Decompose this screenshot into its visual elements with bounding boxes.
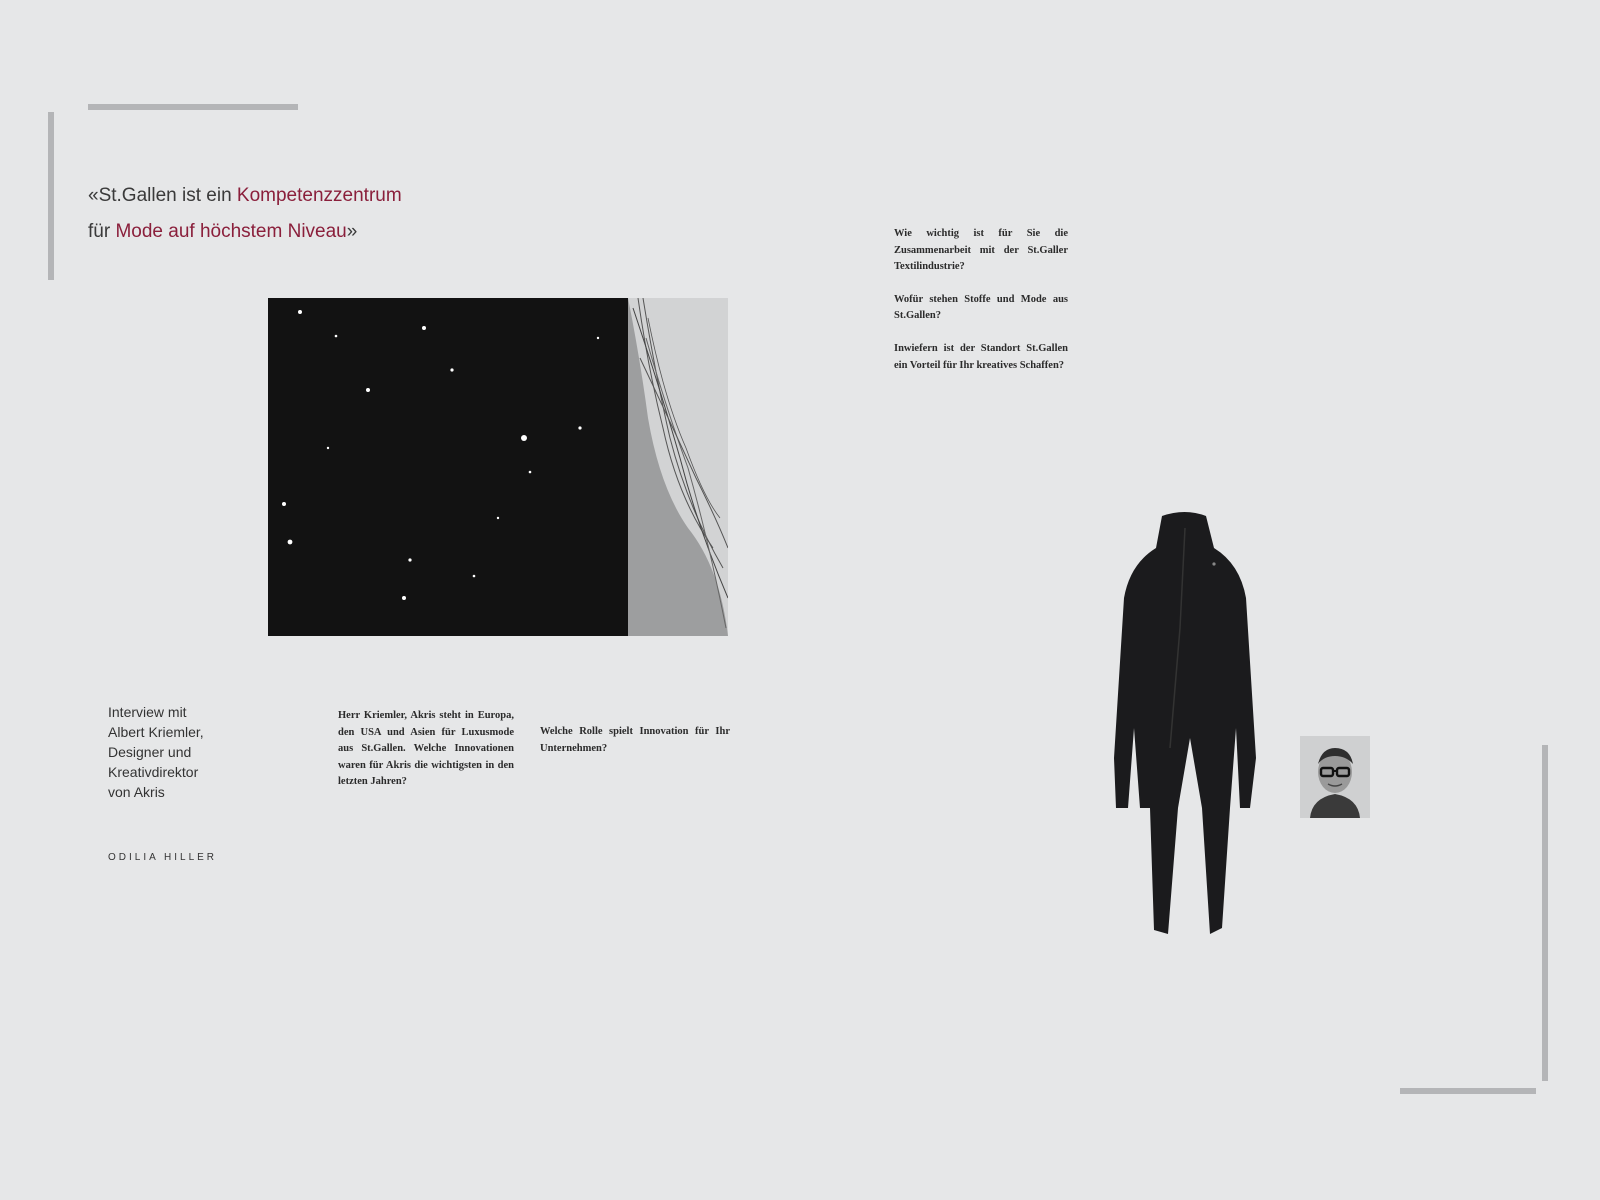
bottom-right-rule — [1400, 1088, 1536, 1094]
question-4: Wofür stehen Stoffe und Mode aus St.Gallen? — [894, 293, 1068, 322]
quote-close: » — [346, 221, 358, 242]
author-name: ODILIA HILLER — [108, 852, 218, 863]
pull-quote — [88, 178, 508, 250]
quote-open: «St.Gallen ist ein — [88, 185, 237, 206]
intro-line-4: Kreativdirektor — [108, 764, 199, 780]
text-column-1 — [328, 708, 514, 1048]
intro-line-2: Albert Kriemler, — [108, 724, 204, 740]
question-2: Welche Rolle spielt Innovation für Ihr Unternehmen? — [540, 726, 730, 754]
intro-line-3: Designer und — [108, 744, 192, 760]
quote-line2-highlight: Mode auf höchstem Niveau — [115, 221, 347, 242]
text-column-3 — [884, 226, 1068, 1042]
question-3: Wie wichtig ist für Sie die Zusammenarbeit mit der St.Galler Textilindustrie? — [894, 228, 1068, 273]
text-column-4 — [1094, 226, 1272, 366]
question-1: Herr Kriemler, Akris steht in Europa, den USA und Asien für Luxusmode aus St.Gallen. Welche Innovationen waren für Akris die wichtigsten in den letzten Jahren? — [338, 710, 514, 788]
interview-intro — [108, 702, 258, 802]
quote-highlight: Kompetenzzentrum — [236, 185, 402, 206]
top-left-rule — [88, 104, 298, 110]
question-5: Inwiefern ist der Standort St.Gallen ein Vorteil für Ihr kreatives Schaffen? — [894, 342, 1068, 371]
right-vertical-rule — [1542, 745, 1548, 1081]
textile-photo — [268, 298, 728, 636]
portrait-photo-icon — [1300, 736, 1370, 818]
text-column-2 — [530, 708, 730, 1044]
quote-line2-pre: für — [88, 221, 116, 242]
intro-line-1: Interview mit — [108, 704, 187, 720]
coat-silhouette-icon — [1110, 508, 1260, 944]
intro-line-5: von Akris — [108, 784, 165, 800]
left-vertical-rule — [48, 112, 54, 280]
